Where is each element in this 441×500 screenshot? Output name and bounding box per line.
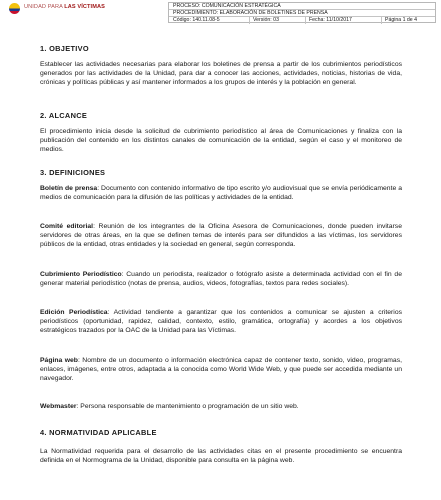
definition-text: : Actividad tendiente a garantizar que los contenidos a comunicar se ajusten a criterios periodísticos (oportunidad, rapidez, calidad, contexto, estilo, gramática, ortografía) y acordes a los objetivos estratégicos trazados por la OAC de la Unidad para las Víctimas.: [40, 309, 402, 335]
definition-term: Cubrimiento Periodístico: [40, 271, 122, 278]
definition-term: Página web: [40, 357, 78, 364]
objetivo-paragraph: Establecer las actividades necesarias para elaborar los boletines de prensa a partir de los cubrimientos periodísticos generados por las actividades de la Unidad, para dar a conocer las acciones, actividades, noticias, historias de vida, crónicas y políticas públicas y así mantener informados a los grupos de interés y la población en general.: [40, 61, 402, 87]
definition-text: : Reunión de los integrantes de la Oficina Asesora de Comunicaciones, donde pueden invitarse servidores de otras áreas, en la que se definen temas de interés para ser difundidos a las víctimas, los servidores públicos de la entidad, otras entidades y la sociedad en general, según corresponda.: [40, 223, 402, 249]
normatividad-paragraph: La Normatividad requerida para el desarrollo de las actividades citas en el presente procedimiento se encuentra definida en el Normograma de la Unidad, disponible para consulta en la página web.: [40, 448, 402, 465]
section-title-alcance: 2. ALCANCE: [40, 111, 88, 120]
definition-text: : Persona responsable de mantenimiento o programación de un sitio web.: [76, 403, 299, 410]
definition-text: : Cuando un periodista, realizador o fotógrafo asiste a determinada actividad con el fin de generar material periodístico (notas de prensa, audios, videos, fotografías, textos para redes sociales).: [40, 271, 402, 288]
definition-term: Boletín de prensa: [40, 185, 98, 192]
alcance-paragraph: El procedimiento inicia desde la solicitud de cubrimiento periodístico al área de Comunicaciones y finaliza con la publicación del contenido en los distintos canales de comunicación de la entidad, según el caso y el monitoreo de medios.: [40, 128, 402, 154]
definition-item: [40, 270, 402, 288]
definition-item: [40, 184, 402, 202]
procedimiento-label: PROCEDIMIENTO: ELABORACIÓN DE BOLETINES DE PRENSA: [173, 10, 328, 16]
definition-text: : Nombre de un documento o información electrónica capaz de contener texto, sonido, video, programas, enlaces, imágenes, entre otros, adaptada a la conocida como World Wide Web, y que puede ser accedida mediante un navegador.: [40, 357, 402, 383]
colombia-flag-icon: [9, 3, 20, 14]
procedimiento-row: [169, 10, 435, 17]
logo-text: UNIDAD PARA LAS VÍCTIMAS: [24, 4, 105, 10]
proceso-row: [169, 3, 435, 10]
codigo-label: Código: 140.11.08-5: [173, 17, 220, 23]
section-title-normatividad: 4. NORMATIVIDAD APLICABLE: [40, 428, 157, 437]
definition-term: Edición Periodística: [40, 309, 108, 316]
pagina-label: Página 1 de 4: [385, 17, 418, 23]
unidad-victimas-logo: [6, 2, 168, 23]
definition-item: [40, 356, 402, 383]
proceso-label: PROCESO: COMUNICACIÓN ESTRATÉGICA: [173, 3, 281, 9]
definition-item: [40, 308, 402, 335]
definition-term: Webmaster: [40, 403, 77, 410]
definition-item: [40, 402, 402, 411]
definition-term: Comité editorial: [40, 223, 94, 230]
document-header: [6, 2, 436, 23]
document-metadata-table: [168, 2, 436, 23]
section-title-definiciones: 3. DEFINICIONES: [40, 168, 106, 177]
definition-text: : Documento con contenido informativo de tipo escrito y/o audiovisual que se envía periódicamente a medios de comunicación para la difusión de las políticas y actividades de la entidad.: [40, 185, 402, 202]
section-title-objetivo: 1. OBJETIVO: [40, 44, 89, 53]
version-label: Versión: 03: [253, 17, 279, 23]
cell-divider: [305, 17, 306, 24]
codes-row: [169, 17, 435, 24]
cell-divider: [249, 17, 250, 24]
definition-item: [40, 222, 402, 249]
cell-divider: [381, 17, 382, 24]
fecha-label: Fecha: 11/10/2017: [309, 17, 352, 23]
